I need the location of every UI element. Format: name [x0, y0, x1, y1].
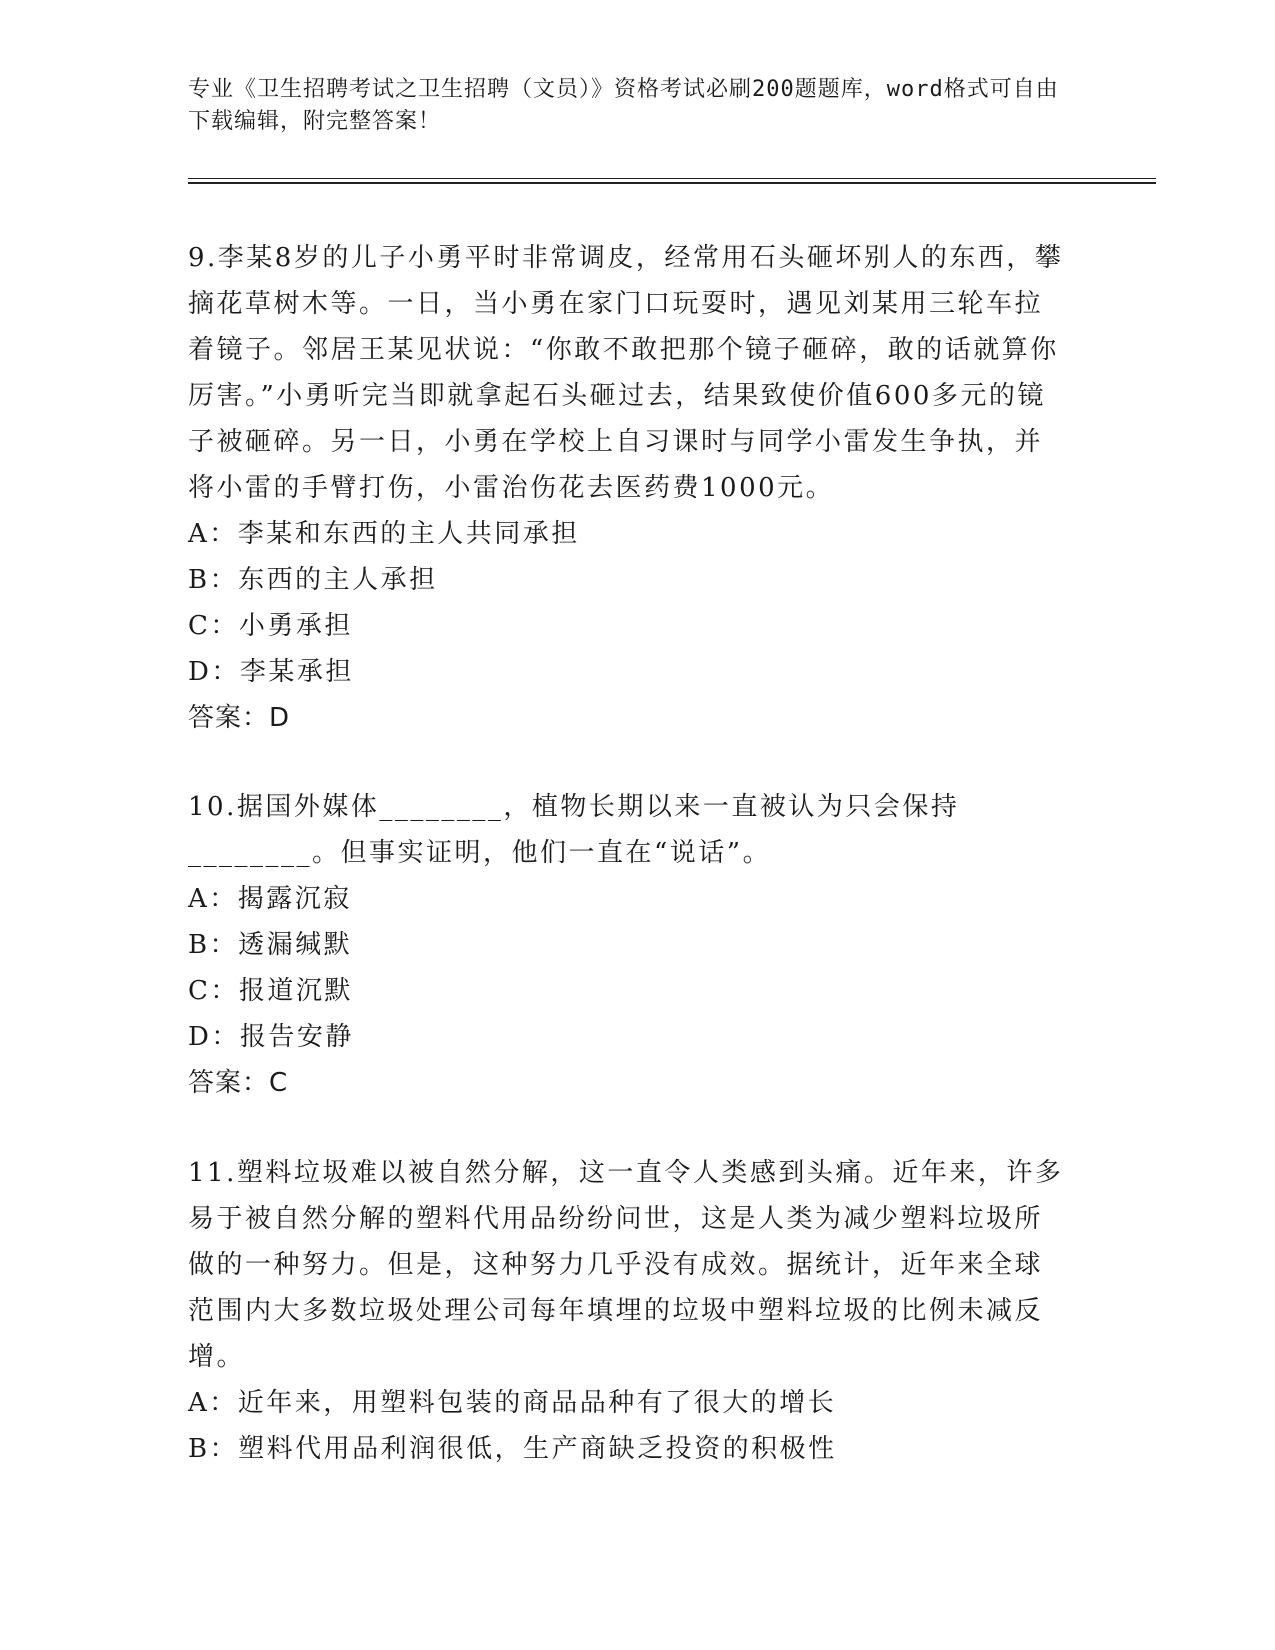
option-b: B：透漏缄默: [188, 930, 353, 960]
question-9: [188, 235, 1068, 741]
option-c: C：小勇承担: [188, 611, 353, 641]
option-a: A：李某和东西的主人共同承担: [188, 519, 580, 549]
question-stem: 10.据国外媒体________，植物长期以来一直被认为只会保持________。但事实证明，他们一直在“说话”。: [188, 792, 960, 868]
question-11: [188, 1150, 1068, 1472]
option-b: B：东西的主人承担: [188, 565, 438, 595]
header-divider-thin: [188, 178, 1156, 179]
option-d: D：李某承担: [188, 657, 354, 687]
answer-line: 答案：D: [188, 703, 291, 733]
document-header: 专业《卫生招聘考试之卫生招聘（文员）》资格考试必刷200题题库，word格式可自由下载编辑，附完整答案！: [188, 77, 1059, 134]
question-stem: 11.塑料垃圾难以被自然分解，这一直令人类感到头痛。近年来，许多易于被自然分解的塑料代用品纷纷问世，这是人类为减少塑料垃圾所做的一种努力。但是，这种努力几乎没有成效。据统计，近年来全球范围内大多数垃圾处理公司每年填埋的垃圾中塑料垃圾的比例未减反增。: [188, 1158, 1064, 1372]
question-stem: 9.李某8岁的儿子小勇平时非常调皮，经常用石头砸坏别人的东西，攀摘花草树木等。一日，当小勇在家门口玩耍时，遇见刘某用三轮车拉着镜子。邻居王某见状说：“你敢不敢把那个镜子砸碎，敢的话就算你厉害。”小勇听完当即就拿起石头砸过去，结果致使价值600多元的镜子被砸碎。另一日，小勇在学校上自习课时与同学小雷发生争执，并将小雷的手臂打伤，小雷治伤花去医药费1000元。: [188, 243, 1064, 503]
answer-line: 答案：C: [188, 1068, 289, 1098]
question-10: [188, 784, 1068, 1106]
option-c: C：报道沉默: [188, 976, 353, 1006]
option-b: B：塑料代用品利润很低，生产商缺乏投资的积极性: [188, 1434, 837, 1464]
option-a: A：近年来，用塑料包装的商品品种有了很大的增长: [188, 1388, 837, 1418]
header-divider-thick: [188, 182, 1156, 184]
option-d: D：报告安静: [188, 1022, 354, 1052]
option-a: A：揭露沉寂: [188, 884, 352, 914]
